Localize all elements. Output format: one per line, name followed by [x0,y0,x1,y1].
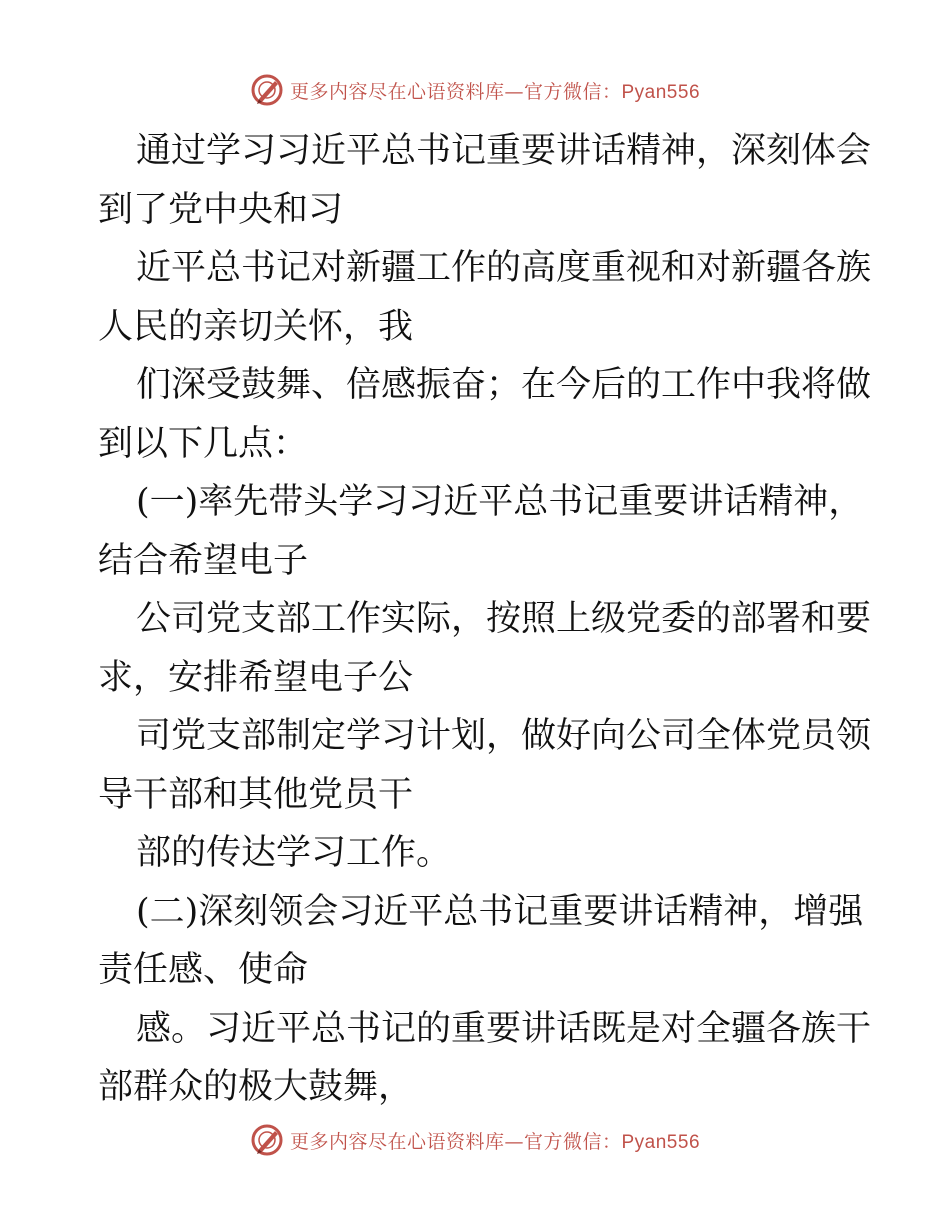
text-line: 结合希望电子 [98,540,309,581]
text-line: (二)深刻领会习近平总书记重要讲话精神，增强 [136,891,864,932]
text-line: 通过学习习近平总书记重要讲话精神，深刻体会 [136,131,872,171]
text-line: 求，安排希望电子公 [98,657,414,698]
wechat-id: Pyan556 [621,1131,701,1153]
text-line: 导干部和其他党员干 [98,774,414,815]
document-body [98,122,872,1117]
text-line: 近平总书记对新疆工作的高度重视和对新疆各族 [136,248,872,288]
wechat-id: Pyan556 [621,81,701,103]
text-line: 公司党支部工作实际，按照上级党委的部署和要 [136,599,872,639]
footer-banner [0,1120,950,1160]
text-line: 部的传达学习工作。 [136,833,452,873]
pen-logo-icon [250,1123,284,1157]
banner-text [290,1127,700,1154]
banner-text [290,77,700,104]
text-line: (一)率先带头学习习近平总书记重要讲话精神， [136,482,864,522]
banner-label: 更多内容尽在心语资料库—官方微信： [289,80,622,103]
text-line: 责任感、使命 [98,950,309,990]
header-banner [0,70,950,110]
text-line: 人民的亲切关怀，我 [98,306,414,347]
text-line: 到以下几点： [98,423,309,464]
text-line: 感。习近平总书记的重要讲话既是对全疆各族干 [136,1008,872,1049]
text-line: 部群众的极大鼓舞， [98,1067,414,1107]
pen-logo-icon [250,73,284,107]
text-line: 司党支部制定学习计划，做好向公司全体党员领 [136,716,872,756]
banner-label: 更多内容尽在心语资料库—官方微信： [289,1130,622,1153]
text-line: 们深受鼓舞、倍感振奋；在今后的工作中我将做 [136,365,872,405]
text-line: 到了党中央和习 [98,189,344,230]
